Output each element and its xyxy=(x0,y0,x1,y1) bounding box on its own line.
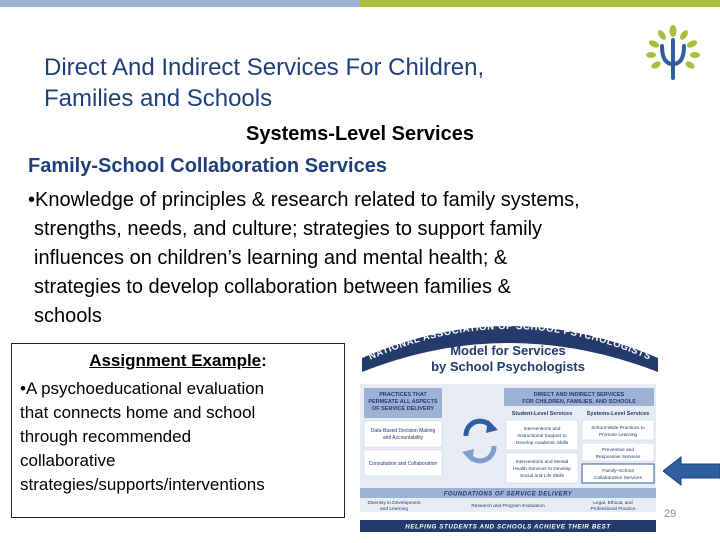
legal-2: Professional Practice xyxy=(590,507,636,512)
research-text: Research and Program Evaluation xyxy=(471,504,545,509)
direct-header-1: DIRECT AND INDIRECT SERVICES xyxy=(533,392,625,398)
data-based-box xyxy=(364,421,442,447)
data-based-1: Data-Based Decision Making xyxy=(370,428,436,434)
practices-header-1: PRACTICES THAT xyxy=(379,392,427,398)
practices-header-2: PERMEATE ALL ASPECTS xyxy=(368,399,438,405)
assignment-line-1: •A psychoeducational evaluation xyxy=(20,379,265,398)
bullet-line-1: •Knowledge of principles & research related to family systems, xyxy=(28,189,580,211)
assignment-heading xyxy=(12,351,344,371)
assignment-box xyxy=(11,343,345,518)
assignment-body xyxy=(12,377,344,497)
footer-text: HELPING STUDENTS AND SCHOOLS ACHIEVE THEIR BEST xyxy=(405,523,611,531)
bullet-line-2: strengths, needs, and culture; strategies to support family xyxy=(34,218,543,240)
diversity-2: and Learning xyxy=(379,507,409,512)
systems-level-label: Systems-Level Services xyxy=(586,411,650,417)
slide-title xyxy=(44,52,604,114)
student-level-label: Student-Level Services xyxy=(511,411,573,417)
assignment-line-3: through recommended xyxy=(20,427,192,446)
school-wide-1: School-Wide Practices to xyxy=(591,426,645,431)
assignment-line-5: strategies/supports/interventions xyxy=(20,475,265,494)
mental-health-2: Health Services to Develop xyxy=(513,467,571,472)
top-bar-green xyxy=(360,0,720,7)
assignment-heading-colon: : xyxy=(261,351,267,370)
preventive-2: Responsive Services xyxy=(595,455,641,460)
instructional-1: Interventions and xyxy=(523,427,561,432)
mental-health-3: Social and Life Skills xyxy=(520,474,564,479)
consultation-text: Consultation and Collaboration xyxy=(368,461,438,467)
direct-header-2: FOR CHILDREN, FAMILIES, AND SCHOOLS xyxy=(522,399,636,405)
top-color-bar xyxy=(0,0,720,7)
mental-health-1: Interventions and Mental xyxy=(515,460,569,465)
data-based-2: and Accountability xyxy=(382,435,424,441)
school-wide-2: Promote Learning xyxy=(598,433,638,438)
assignment-line-2: that connects home and school xyxy=(20,403,256,422)
pointer-arrow-icon xyxy=(663,455,720,487)
instructional-2: Instructional Support to xyxy=(517,434,567,439)
title-line-1: Direct And Indirect Services For Children, xyxy=(44,54,485,81)
practices-header-3: OF SERVICE DELIVERY xyxy=(371,406,435,412)
bullet-line-3: influences on children’s learning and mental health; & xyxy=(34,247,508,269)
assignment-line-4: collaborative xyxy=(20,451,116,470)
bullet-line-4: strategies to develop collaboration between families & xyxy=(34,276,511,298)
nasp-model-svg xyxy=(358,312,660,538)
title-line-2: Families and Schools xyxy=(44,85,273,112)
psi-logo-icon xyxy=(640,24,706,84)
page-number: 29 xyxy=(664,508,677,520)
subheading: Systems-Level Services xyxy=(246,123,474,145)
model-title-1: Model for Services xyxy=(450,343,566,358)
arc-textpath: NATIONAL ASSOCIATION OF SCHOOL PSYCHOLOGISTS xyxy=(367,320,653,363)
family-school-1: Family–School xyxy=(602,469,634,474)
preventive-1: Preventive and xyxy=(602,448,634,453)
foundations-text: FOUNDATIONS OF SERVICE DELIVERY xyxy=(443,491,573,498)
family-school-2: Collaboration Services xyxy=(594,476,642,481)
assignment-heading-text: Assignment Example xyxy=(89,351,262,370)
nasp-model-graphic xyxy=(358,312,660,538)
model-title-2: by School Psychologists xyxy=(431,359,585,374)
instructional-3: Develop Academic Skills xyxy=(515,441,569,446)
legal-1: Legal, Ethical, and xyxy=(593,501,633,506)
section-heading: Family-School Collaboration Services xyxy=(28,155,387,177)
top-bar-blue xyxy=(0,0,360,7)
bullet-line-5: schools xyxy=(34,305,102,327)
bullet-paragraph xyxy=(28,186,708,331)
diversity-1: Diversity in Development xyxy=(367,501,421,506)
